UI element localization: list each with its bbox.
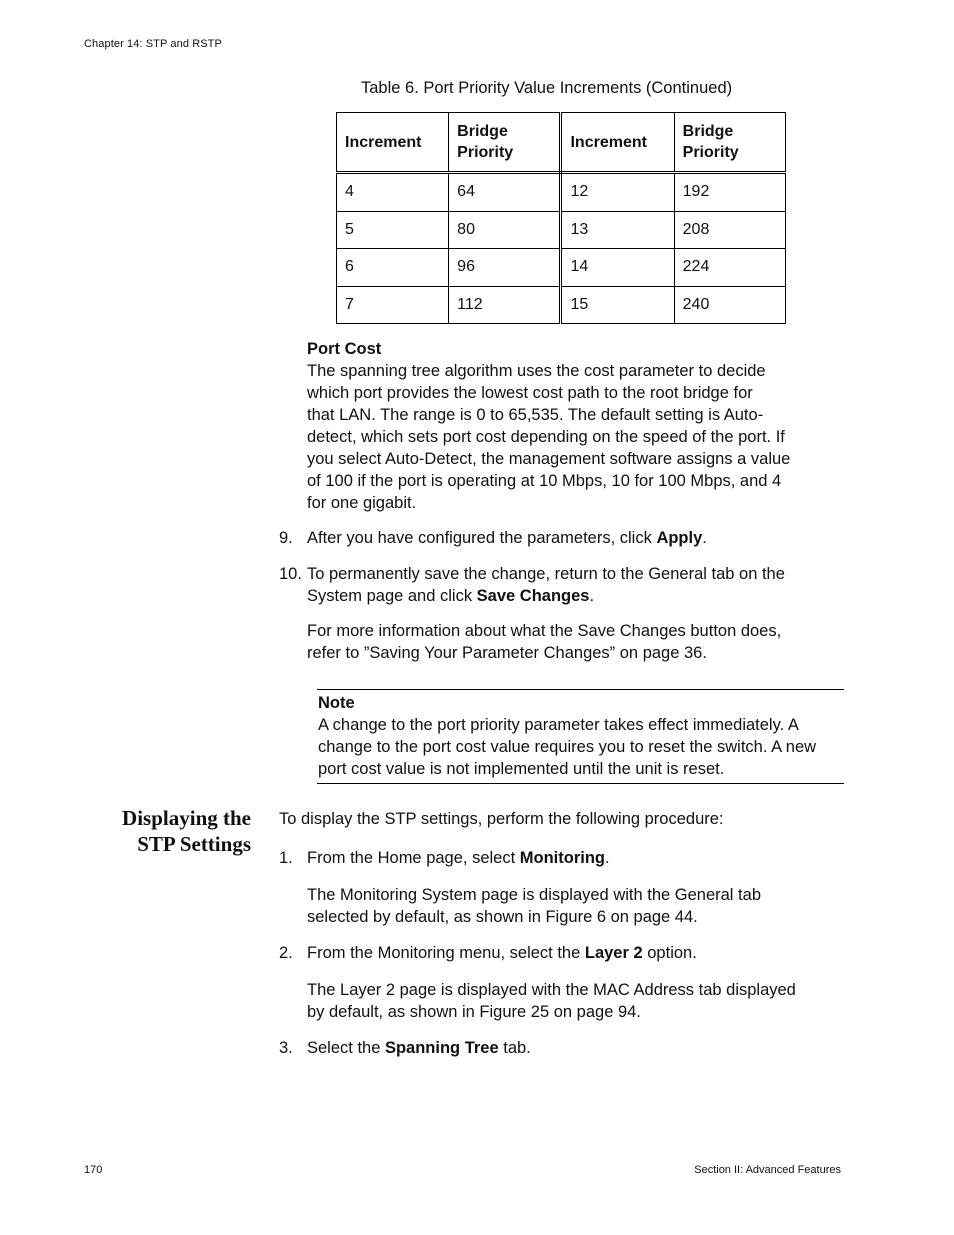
column-header: Increment (337, 113, 449, 173)
table-cell: 13 (561, 211, 674, 249)
step-text-plain: From the Home page, select (307, 849, 520, 867)
port-cost-heading: Port Cost (307, 340, 382, 358)
port-cost-line: for one gigabit. (307, 494, 417, 512)
table-row (337, 249, 786, 287)
table-cell: 15 (561, 286, 674, 324)
section-intro: To display the STP settings, perform the following procedure: (279, 810, 724, 828)
page-number: 170 (84, 1164, 103, 1176)
table-row (337, 286, 786, 324)
table-row (337, 173, 786, 212)
step-number: 2. (279, 944, 293, 962)
table-cell: 64 (449, 173, 561, 212)
column-header: Bridge Priority (449, 113, 561, 173)
port-priority-table (336, 112, 786, 324)
apply-label: Apply (656, 529, 703, 547)
save-changes-label: Save Changes (476, 586, 590, 605)
step-text-plain: . (702, 529, 707, 547)
table-cell: 80 (449, 211, 561, 249)
table-cell: 4 (337, 173, 449, 212)
description-line: The Layer 2 page is displayed with the MAC Address tab displayed (307, 981, 796, 999)
step-1 (279, 848, 839, 870)
step-10 (279, 564, 839, 608)
step-text (307, 943, 697, 965)
table-cell: 96 (449, 249, 561, 287)
port-cost-line: The spanning tree algorithm uses the cost parameter to decide (307, 362, 766, 380)
step-text (307, 528, 707, 550)
step-text-plain: tab. (498, 1039, 531, 1057)
port-cost-line: you select Auto-Detect, the management software assigns a value (307, 450, 791, 468)
port-cost-line: which port provides the lowest cost path to the root bridge for (307, 384, 753, 402)
table-cell: 12 (561, 173, 674, 212)
step-text (307, 564, 785, 607)
table-header-row (337, 113, 786, 173)
description-line: selected by default, as shown in Figure 6 on page 44. (307, 908, 698, 926)
running-header: Chapter 14: STP and RSTP (84, 38, 222, 50)
port-cost-line: of 100 if the port is operating at 10 Mbps, 10 for 100 Mbps, and 4 (307, 472, 782, 490)
step-number: 9. (279, 529, 293, 547)
description-line: The Monitoring System page is displayed with the General tab (307, 886, 761, 904)
column-header: Increment (561, 113, 674, 173)
note-box (317, 689, 844, 784)
step-text-plain: Select the (307, 1039, 385, 1057)
step-text-plain: . (605, 849, 610, 867)
step-text-line: To permanently save the change, return to the General tab on the (307, 565, 785, 583)
step-3 (279, 1038, 839, 1060)
table-caption: Table 6. Port Priority Value Increments (Continued) (361, 79, 733, 97)
spanning-tree-label: Spanning Tree (384, 1039, 499, 1057)
step-2-description (307, 979, 837, 1023)
step-number: 10. (279, 565, 302, 583)
section-heading-line: STP Settings (137, 832, 251, 856)
table-cell: 5 (337, 211, 449, 249)
step-2 (279, 943, 839, 965)
note-heading: Note (318, 694, 355, 712)
reference-line: refer to ”Saving Your Parameter Changes” on page 36. (307, 644, 707, 662)
table-cell: 192 (674, 173, 785, 212)
step-text-plain: . (589, 586, 595, 605)
table-cell: 14 (561, 249, 674, 287)
table-cell: 240 (674, 286, 785, 324)
step-number: 3. (279, 1039, 293, 1057)
table-cell: 7 (337, 286, 449, 324)
step-text-plain: From the Monitoring menu, select the (307, 944, 585, 962)
save-changes-reference (307, 620, 837, 664)
section-heading-line: Displaying the (122, 806, 251, 830)
step-text-plain: System page and click (307, 586, 477, 605)
step-text-plain: option. (642, 944, 697, 962)
monitoring-label: Monitoring (519, 849, 605, 867)
table-cell: 6 (337, 249, 449, 287)
table-cell: 112 (449, 286, 561, 324)
table-cell: 208 (674, 211, 785, 249)
note-line: change to the port cost value requires you to reset the switch. A new (318, 738, 817, 756)
step-1-description (307, 884, 837, 928)
step-text (307, 1038, 531, 1060)
note-line: A change to the port priority parameter takes effect immediately. A (318, 716, 799, 734)
port-cost-line: detect, which sets port cost depending on the speed of the port. If (307, 428, 785, 446)
note-line: port cost value is not implemented until the unit is reset. (318, 760, 725, 778)
step-number: 1. (279, 849, 293, 867)
step-text (307, 848, 610, 870)
description-line: by default, as shown in Figure 25 on page 94. (307, 1003, 641, 1021)
table-cell: 224 (674, 249, 785, 287)
layer-2-label: Layer 2 (584, 944, 643, 962)
table-row (337, 211, 786, 249)
reference-line: For more information about what the Save Changes button does, (307, 622, 782, 640)
step-text-plain: After you have configured the parameters, click (307, 529, 657, 547)
section-heading (60, 805, 251, 857)
running-footer: Section II: Advanced Features (694, 1164, 841, 1176)
step-9 (279, 528, 839, 550)
port-cost-block (307, 338, 827, 514)
port-cost-line: that LAN. The range is 0 to 65,535. The default setting is Auto- (307, 406, 764, 424)
column-header: Bridge Priority (674, 113, 785, 173)
